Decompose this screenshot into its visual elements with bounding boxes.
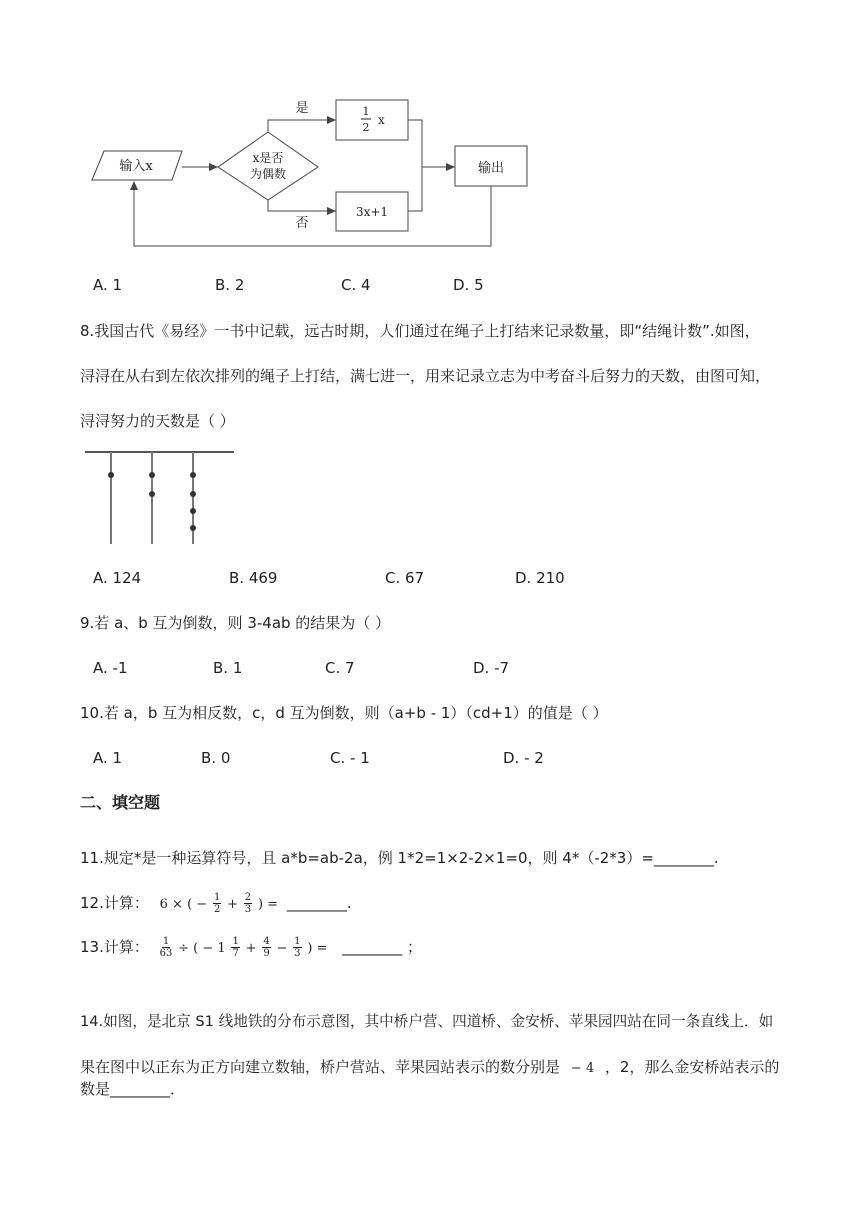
arrow-head-icon	[327, 207, 336, 215]
q12-blank: ________.	[286, 894, 352, 912]
q13-fraction-4	[293, 936, 301, 959]
q14-text-line3: 数是________．	[80, 1080, 186, 1098]
arrow-head-icon	[209, 163, 218, 171]
q8-text-line3: 浔浔努力的天数是（ ）	[80, 412, 235, 430]
q11-text: 11.规定*是一种运算符号，且 a*b=ab-2a，例 1*2=1×2-2×1=0，则 4*（-2*3）=________.	[80, 849, 719, 867]
fraction-numerator: 1	[294, 936, 301, 947]
knot	[108, 472, 114, 478]
q14-math-value: − 4	[570, 1061, 595, 1076]
q8-option-d: D. 210	[515, 569, 565, 587]
fraction-numerator: 2	[244, 892, 252, 903]
q14-line2-post: ，2，那么金安桥站表示的	[604, 1058, 780, 1076]
fraction-numerator: 1	[162, 936, 170, 947]
q9-text: 9.若 a、b 互为倒数，则 3-4ab 的结果为（ ）	[80, 614, 391, 632]
q13-blank: ________ ；	[342, 938, 422, 956]
q13-fraction-1	[160, 936, 173, 959]
fraction-numerator: 4	[263, 936, 270, 947]
q8-text-line1: 8.我国古代《易经》一书中记载，远古时期，人们通过在绳子上打结来记录数量，即“结绳计数”.如图，	[80, 322, 760, 340]
q13-plus: +	[245, 941, 257, 956]
decision-label-line1: x是否	[252, 151, 284, 165]
arrow-head-icon	[130, 181, 138, 190]
decision-diamond	[218, 132, 318, 200]
q8-text-line2: 浔浔在从右到左依次排列的绳子上打结，满七进一，用来记录立志为中考奋斗后努力的天数，由图可知，	[80, 367, 771, 385]
q7-option-d: D. 5	[453, 276, 484, 294]
q7-option-c: C. 4	[341, 276, 371, 294]
q12-prefix: 12.计算：	[80, 894, 149, 912]
knot	[190, 508, 196, 514]
q12-plus: +	[227, 897, 239, 912]
fraction-denominator: 3	[244, 904, 252, 915]
q14-text-line2	[80, 1057, 779, 1079]
fraction-denominator: 7	[232, 948, 239, 959]
fraction-denominator: 63	[159, 948, 173, 959]
q10-option-c: C. - 1	[330, 749, 370, 767]
q10-option-b: B. 0	[201, 749, 231, 767]
q7-option-a: A. 1	[93, 276, 123, 294]
q12-expr-end: ) =	[257, 897, 279, 912]
q12-expression	[80, 890, 352, 916]
q14-text-line1: 14.如图，是北京 S1 线地铁的分布示意图，其中桥户营、四道桥、金安桥、苹果园四站在同一条直线上．如	[80, 1013, 774, 1030]
q9-option-d: D. -7	[473, 659, 510, 677]
q13-expression	[80, 934, 422, 960]
knot	[149, 491, 155, 497]
q12-expr-start: 6 × ( −	[159, 897, 208, 912]
no-label: 否	[295, 216, 309, 231]
half-variable: x	[378, 113, 385, 127]
arrow-head-icon	[446, 163, 455, 171]
q13-fraction-2	[231, 936, 239, 959]
input-label: 输入x	[119, 159, 153, 174]
arrow-head-icon	[327, 116, 336, 124]
fraction-denominator: 2	[213, 904, 221, 915]
section-heading: 二、填空题	[80, 793, 161, 812]
q13-divide: ÷ ( − 1	[178, 941, 226, 956]
knot	[190, 491, 196, 497]
knot-rope-figure	[80, 446, 240, 550]
q10-text: 10.若 a，b 互为相反数，c，d 互为倒数，则（a+b - 1）（cd+1）的值是（ ）	[80, 704, 608, 722]
fraction-numerator: 1	[232, 936, 239, 947]
odd-expression: 3x+1	[355, 205, 389, 219]
flowchart-diagram	[0, 0, 560, 260]
fraction-denominator: 3	[294, 948, 301, 959]
decision-label-line2: 为偶数	[249, 167, 287, 181]
q8-option-a: A. 124	[93, 569, 142, 587]
q13-minus: −	[276, 941, 288, 956]
q13-fraction-3	[262, 936, 270, 959]
output-label: 输出	[477, 161, 505, 176]
half-numerator: 1	[362, 105, 370, 118]
q9-option-a: A. -1	[93, 659, 128, 677]
fraction-denominator: 9	[263, 948, 270, 959]
q13-prefix: 13.计算：	[80, 938, 149, 956]
yes-label: 是	[295, 101, 309, 116]
q9-option-c: C. 7	[325, 659, 355, 677]
q9-option-b: B. 1	[213, 659, 243, 677]
half-box	[336, 100, 408, 140]
q10-option-a: A. 1	[93, 749, 123, 767]
knot	[190, 525, 196, 531]
q10-option-d: D. - 2	[503, 749, 544, 767]
q7-option-b: B. 2	[215, 276, 245, 294]
half-denominator: 2	[362, 121, 370, 134]
knot	[149, 472, 155, 478]
q8-option-c: C. 67	[385, 569, 425, 587]
q12-fraction-2	[244, 892, 252, 915]
fraction-numerator: 1	[213, 892, 221, 903]
q13-close: ) =	[307, 941, 328, 956]
q12-fraction-1	[213, 892, 221, 915]
knot	[190, 472, 196, 478]
q8-option-b: B. 469	[229, 569, 278, 587]
q14-line2-pre: 果在图中以正东为正方向建立数轴，桥户营站、苹果园站表示的数分别是	[80, 1058, 561, 1076]
